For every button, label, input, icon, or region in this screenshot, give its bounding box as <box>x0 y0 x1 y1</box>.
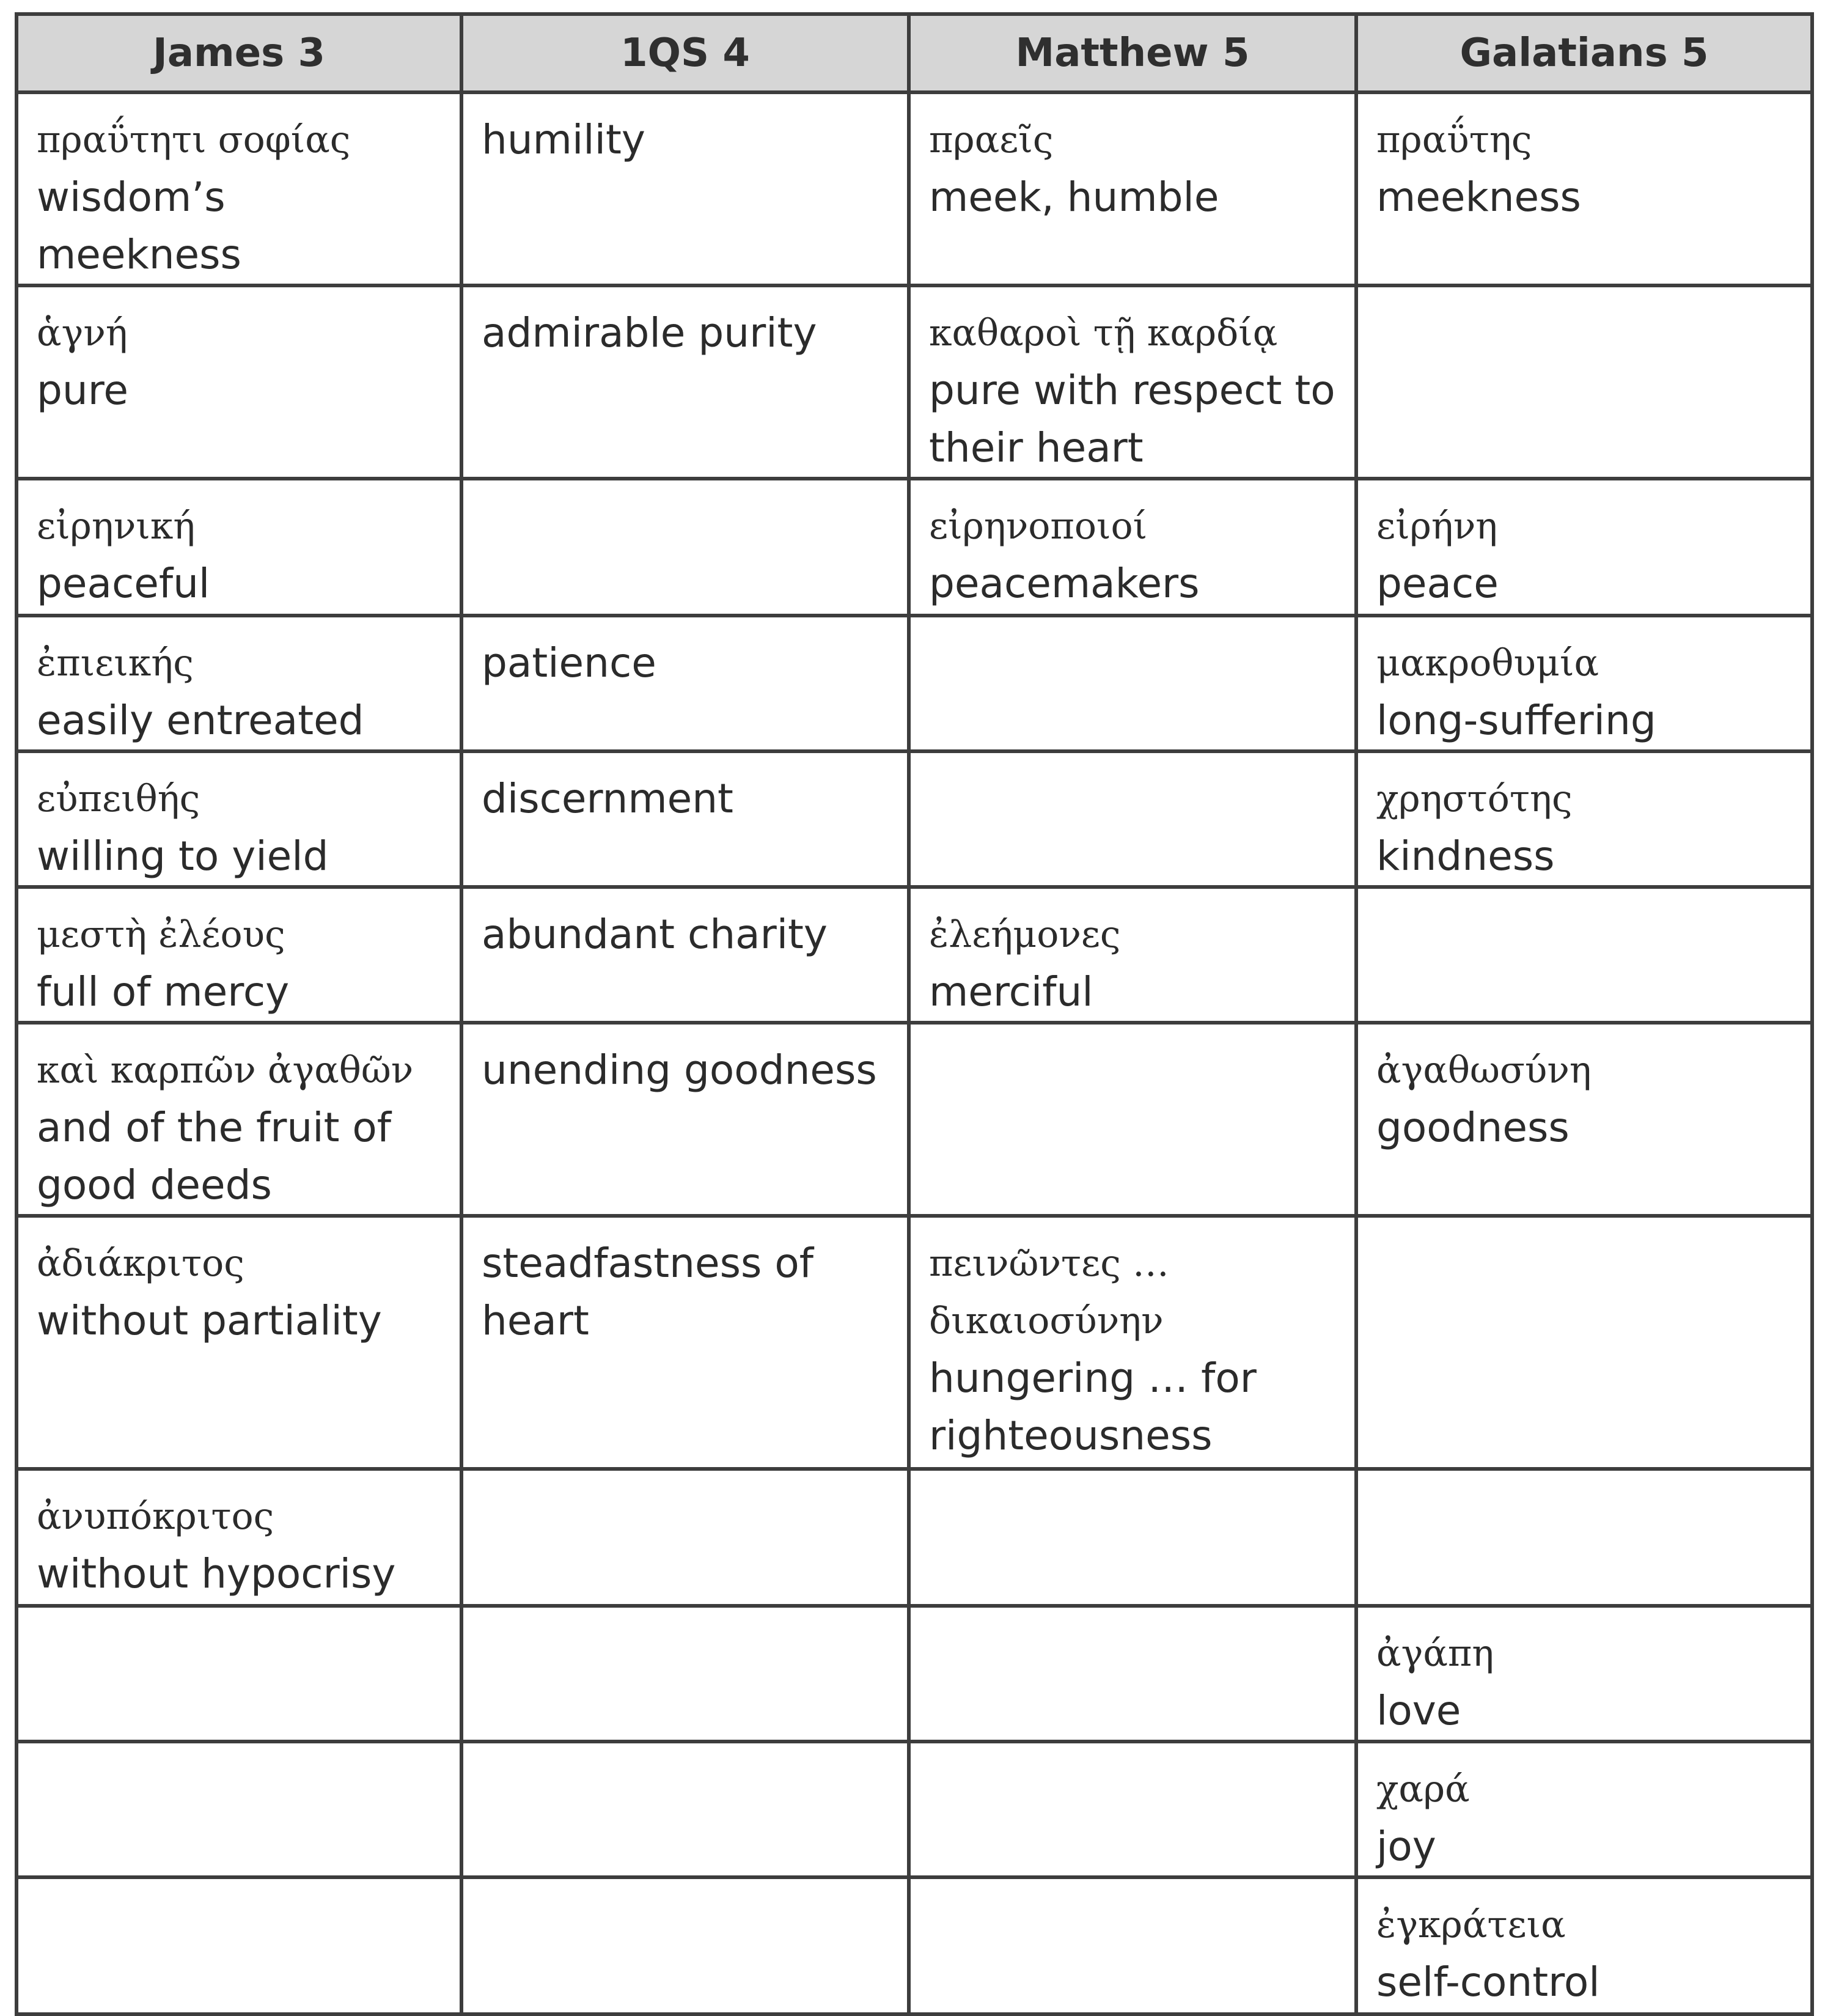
english-translation: patience <box>482 639 656 686</box>
cell-1qs-4 <box>461 1216 909 1469</box>
cell-1qs-4 <box>461 616 909 751</box>
cell-james-3 <box>17 1216 461 1469</box>
table-row <box>17 1023 1812 1216</box>
english-translation: meek, humble <box>929 174 1219 221</box>
cell-james-3 <box>17 616 461 751</box>
greek-term: πραΰτης <box>1376 119 1532 161</box>
cell-galatians-5 <box>1356 751 1812 887</box>
cell-galatians-5 <box>1356 616 1812 751</box>
table-row <box>17 751 1812 887</box>
cell-matthew-5 <box>909 479 1356 616</box>
greek-term: ἐγκράτεια <box>1376 1904 1566 1946</box>
table-row <box>17 1877 1812 2014</box>
table-row <box>17 1216 1812 1469</box>
english-translation: peace <box>1376 560 1499 607</box>
english-translation: self-control <box>1376 1959 1600 2006</box>
english-translation: and of the fruit of good deeds <box>37 1104 392 1208</box>
english-translation: humility <box>482 116 645 163</box>
header-row <box>17 14 1812 92</box>
cell-1qs-4 <box>461 887 909 1023</box>
greek-term: χαρά <box>1376 1768 1470 1811</box>
cell-galatians-5 <box>1356 1216 1812 1469</box>
cell-galatians-5 <box>1356 1742 1812 1877</box>
cell-james-3 <box>17 1742 461 1877</box>
cell-matthew-5 <box>909 1877 1356 2014</box>
cell-matthew-5 <box>909 92 1356 285</box>
table-row <box>17 285 1812 479</box>
header-james-3: James 3 <box>17 14 461 92</box>
header-galatians-5: Galatians 5 <box>1356 14 1812 92</box>
greek-term: ἀνυπόκριτος <box>37 1495 274 1538</box>
english-translation: without partiality <box>37 1297 382 1344</box>
english-translation: joy <box>1376 1823 1436 1870</box>
greek-term: ἀδιάκριτος <box>37 1242 244 1285</box>
english-translation: peacemakers <box>929 560 1200 607</box>
english-translation: pure <box>37 367 129 414</box>
cell-1qs-4 <box>461 1606 909 1742</box>
greek-term: χρηστότης <box>1376 778 1573 820</box>
english-translation: goodness <box>1376 1104 1570 1151</box>
cell-1qs-4 <box>461 285 909 479</box>
cell-galatians-5 <box>1356 1877 1812 2014</box>
cell-galatians-5 <box>1356 285 1812 479</box>
cell-james-3 <box>17 1877 461 2014</box>
table-row <box>17 887 1812 1023</box>
greek-term: καὶ καρπῶν ἀγαθῶν <box>37 1049 414 1092</box>
cell-galatians-5 <box>1356 92 1812 285</box>
english-translation: wisdom’s meekness <box>37 174 241 278</box>
english-translation: abundant charity <box>482 911 828 958</box>
cell-james-3 <box>17 1606 461 1742</box>
greek-term: εὐπειθής <box>37 778 200 820</box>
table-row <box>17 616 1812 751</box>
table-body <box>17 92 1812 2014</box>
table-row <box>17 1469 1812 1606</box>
cell-1qs-4 <box>461 1742 909 1877</box>
greek-term: πεινῶντες … δικαιοσύνην <box>929 1242 1169 1342</box>
cell-matthew-5 <box>909 285 1356 479</box>
cell-matthew-5 <box>909 887 1356 1023</box>
table-row <box>17 92 1812 285</box>
greek-term: πραεῖς <box>929 119 1054 161</box>
greek-term: ἀγαθωσύνη <box>1376 1049 1592 1092</box>
cell-james-3 <box>17 479 461 616</box>
cell-1qs-4 <box>461 1877 909 2014</box>
english-translation: pure with respect to their heart <box>929 367 1335 471</box>
english-translation: discernment <box>482 775 733 822</box>
english-translation: easily entreated <box>37 697 364 744</box>
table-row <box>17 1606 1812 1742</box>
english-translation: admirable purity <box>482 309 817 356</box>
greek-term: μακροθυμία <box>1376 642 1599 685</box>
cell-galatians-5 <box>1356 1469 1812 1606</box>
cell-galatians-5 <box>1356 479 1812 616</box>
english-translation: kindness <box>1376 833 1555 880</box>
cell-1qs-4 <box>461 1023 909 1216</box>
cell-james-3 <box>17 887 461 1023</box>
cell-james-3 <box>17 1023 461 1216</box>
greek-term: εἰρηνική <box>37 505 196 548</box>
cell-matthew-5 <box>909 1606 1356 1742</box>
cell-matthew-5 <box>909 616 1356 751</box>
greek-term: ἐπιεικής <box>37 642 194 685</box>
english-translation: willing to yield <box>37 833 329 880</box>
english-translation: merciful <box>929 968 1093 1015</box>
table-row <box>17 1742 1812 1877</box>
cell-galatians-5 <box>1356 887 1812 1023</box>
greek-term: ἀγάπη <box>1376 1632 1494 1675</box>
cell-james-3 <box>17 92 461 285</box>
cell-matthew-5 <box>909 1023 1356 1216</box>
english-translation: meekness <box>1376 174 1581 221</box>
comparison-table <box>15 12 1814 2016</box>
greek-term: ἐλεήμονες <box>929 913 1121 956</box>
greek-term: ἁγνή <box>37 312 128 355</box>
cell-galatians-5 <box>1356 1023 1812 1216</box>
header-1qs-4: 1QS 4 <box>461 14 909 92</box>
english-translation: without hypocrisy <box>37 1550 396 1597</box>
cell-galatians-5 <box>1356 1606 1812 1742</box>
english-translation: peaceful <box>37 560 210 607</box>
cell-james-3 <box>17 285 461 479</box>
greek-term: εἰρηνοποιοί <box>929 505 1148 548</box>
english-translation: long-suffering <box>1376 697 1656 744</box>
greek-term: καθαροὶ τῇ καρδίᾳ <box>929 312 1278 355</box>
greek-term: μεστὴ ἐλέους <box>37 913 285 956</box>
english-translation: full of mercy <box>37 968 290 1015</box>
cell-matthew-5 <box>909 751 1356 887</box>
cell-matthew-5 <box>909 1742 1356 1877</box>
greek-term: εἰρήνη <box>1376 505 1498 548</box>
cell-matthew-5 <box>909 1216 1356 1469</box>
english-translation: hungering … for righteousness <box>929 1355 1257 1459</box>
cell-1qs-4 <box>461 92 909 285</box>
english-translation: unending goodness <box>482 1047 877 1094</box>
cell-1qs-4 <box>461 1469 909 1606</box>
cell-1qs-4 <box>461 751 909 887</box>
header-matthew-5: Matthew 5 <box>909 14 1356 92</box>
cell-1qs-4 <box>461 479 909 616</box>
cell-james-3 <box>17 1469 461 1606</box>
greek-term: πραΰτητι σοφίας <box>37 119 351 161</box>
cell-matthew-5 <box>909 1469 1356 1606</box>
table-row <box>17 479 1812 616</box>
english-translation: love <box>1376 1687 1461 1734</box>
english-translation: steadfastness of heart <box>482 1240 813 1344</box>
cell-james-3 <box>17 751 461 887</box>
